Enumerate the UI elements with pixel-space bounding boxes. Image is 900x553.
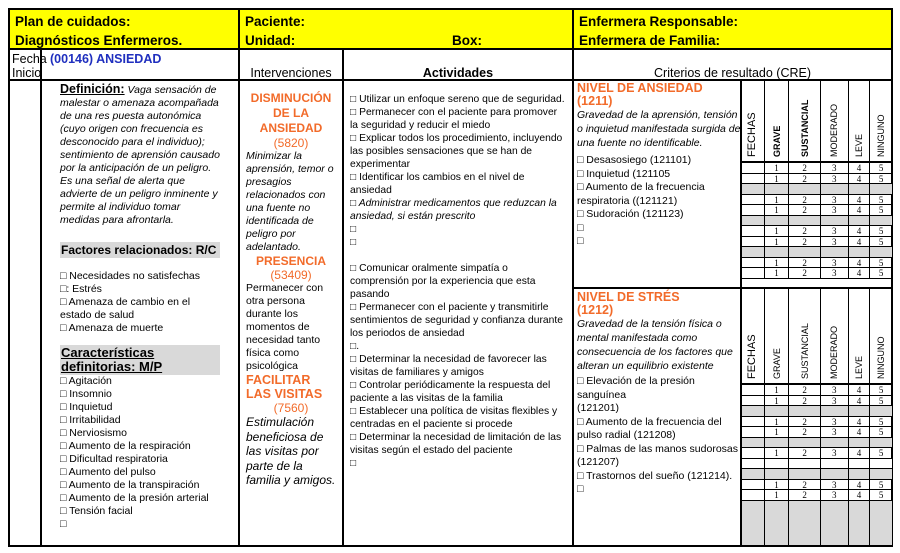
indicator-item[interactable]: □ Aumento de la frecuencia del pulso radial (121208) (577, 415, 722, 441)
indicator-item[interactable]: □ Desasosiego (121101) (577, 154, 692, 166)
rating-score-cell[interactable]: 1 (765, 237, 790, 247)
rating-score-cell[interactable] (765, 247, 790, 257)
rating-score-cell[interactable] (870, 247, 893, 257)
intervention-2-name: PRESENCIA (255, 254, 326, 268)
rating-score-cell[interactable] (870, 501, 893, 546)
rating-score-cell[interactable]: 2 (789, 417, 821, 427)
defining-characteristic-item: □ (60, 518, 67, 530)
rating-row (742, 427, 893, 438)
rating-score-cell[interactable]: 1 (765, 195, 790, 205)
rating-score-cell[interactable] (789, 247, 821, 257)
interventions-header: Intervenciones (238, 48, 344, 81)
diagnosis-header: (00146) ANSIEDAD (40, 48, 240, 81)
indicator-item[interactable]: □ Trastornos del sueño (121214). (577, 469, 733, 482)
rating-date-cell[interactable] (742, 396, 765, 406)
rating-date-cell[interactable] (742, 163, 765, 173)
rating-row (742, 501, 893, 546)
activities-group-3 (350, 353, 566, 470)
rating-score-cell[interactable]: 5 (870, 448, 893, 458)
rating-date-cell[interactable] (742, 469, 765, 479)
defining-characteristic-item: □ Insomnio (60, 388, 112, 400)
rating-score-cell[interactable]: 1 (765, 417, 790, 427)
activity-item: □ Determinar la necesidad de limitación de las visitas según el estado del paciente (350, 432, 562, 456)
patient-cell (238, 8, 574, 50)
scale-header-label: NINGUNO (876, 336, 887, 379)
rating-score-cell[interactable]: 4 (849, 417, 871, 427)
rating-score-cell[interactable]: 1 (765, 490, 790, 500)
rating-row (742, 448, 893, 459)
activity-item: □ Permanecer con el paciente para promover la seguridad y reducir el miedo (350, 107, 558, 131)
defining-characteristics-list (60, 375, 220, 531)
activity-item: □ Determinar la necesidad de favorecer las visitas de familiares y amigos (350, 354, 547, 378)
rating-date-cell[interactable] (742, 237, 765, 247)
defining-characteristic-item: □ Nerviosismo (60, 427, 128, 439)
scale-header-label: MODERADO (829, 103, 840, 157)
activity-item: □ (350, 237, 357, 248)
outcome-anxiety (577, 81, 742, 249)
rating-score-cell[interactable]: 4 (849, 226, 871, 236)
rating-score-cell[interactable]: 3 (821, 427, 849, 437)
rating-row (742, 247, 893, 258)
rating-score-cell[interactable]: 4 (849, 490, 871, 500)
scale-header-sustancial (789, 81, 821, 161)
defining-characteristic-item: □ Dificultad respiratoria (60, 453, 168, 465)
scale-header-label: MODERADO (829, 325, 840, 379)
rating-date-cell[interactable] (742, 438, 765, 448)
related-factor-item: □ Necesidades no satisfechas (60, 270, 201, 282)
rating-score-cell[interactable] (849, 501, 871, 546)
rating-score-cell[interactable] (789, 406, 821, 416)
activities-header: Actividades (342, 48, 574, 81)
intervention-3-code: (7560) (273, 401, 309, 415)
rating-score-cell[interactable]: 1 (765, 268, 790, 278)
outcome-code: (1211) (577, 94, 613, 108)
outcome-title: NIVEL DE STRÉS (577, 290, 680, 304)
rating-grid-header (742, 81, 893, 163)
rating-score-cell[interactable]: 4 (849, 268, 871, 278)
rating-score-cell[interactable]: 5 (870, 163, 893, 173)
rating-score-cell[interactable]: 2 (789, 205, 821, 215)
scale-header-label: SUSTANCIAL (799, 99, 810, 157)
rating-date-cell[interactable] (742, 195, 765, 205)
rating-row (742, 216, 893, 227)
rating-date-cell[interactable] (742, 385, 765, 395)
rating-score-cell[interactable]: 5 (870, 258, 893, 268)
scale-header-label: FECHAS (745, 334, 758, 379)
rating-score-cell[interactable]: 3 (821, 195, 849, 205)
rating-score-cell[interactable]: 4 (849, 480, 871, 490)
indicator-item[interactable]: □ Aumento de la frecuencia respiratoria ((121121) (577, 181, 705, 207)
related-factors-label: Factores relacionados: R/C (60, 242, 220, 258)
rating-score-cell[interactable] (849, 406, 871, 416)
rating-score-cell[interactable]: 3 (821, 163, 849, 173)
rating-row (742, 163, 893, 174)
rating-date-cell[interactable] (742, 247, 765, 257)
scale-header-label: FECHAS (745, 112, 758, 157)
scale-header-moderado (821, 81, 849, 161)
rating-score-cell[interactable]: 2 (789, 385, 821, 395)
nurse-responsible-label: Enfermera Responsable: (579, 14, 739, 29)
activities-cell (342, 79, 574, 547)
scale-header-label: LEVE (853, 133, 864, 157)
rating-score-cell[interactable]: 5 (870, 268, 893, 278)
defining-characteristic-item: □ Aumento de la respiración (60, 440, 191, 452)
activity-item: □ Explicar todos los procedimiento, incluyendo las posibles sensaciones que se han de experimentar (350, 133, 563, 170)
rating-score-cell[interactable]: 3 (821, 174, 849, 184)
rating-score-cell[interactable] (765, 438, 790, 448)
rating-score-cell[interactable]: 1 (765, 480, 790, 490)
start-date-cell[interactable] (8, 79, 42, 547)
scale-header-label: NINGUNO (876, 114, 887, 157)
scale-header-moderado (821, 289, 849, 383)
rating-date-cell[interactable] (742, 258, 765, 268)
rating-score-cell[interactable] (849, 438, 871, 448)
defining-characteristics-label: Características definitorias: M/P (60, 345, 220, 375)
rating-row (742, 268, 893, 279)
indicator-item[interactable]: □ Inquietud (121105 (577, 167, 671, 180)
rating-score-cell[interactable] (789, 438, 821, 448)
activity-medication: □ Administrar medicamentos que reduzcan la ansiedad, si están prescrito (350, 198, 557, 222)
rating-row (742, 385, 893, 396)
rating-score-cell[interactable]: 3 (821, 205, 849, 215)
rating-score-cell[interactable]: 3 (821, 226, 849, 236)
rating-score-cell[interactable]: 5 (870, 174, 893, 184)
defining-characteristic-item: □ Aumento del pulso (60, 466, 156, 478)
scale-header-leve (849, 81, 871, 161)
intervention-3-desc: Estimulación beneficiosa de las visitas por parte de la familia y amigos. (246, 415, 336, 487)
scale-header-label: GRAVE (771, 125, 782, 157)
rating-grid (740, 81, 893, 287)
rating-date-cell[interactable] (742, 226, 765, 236)
rating-date-cell[interactable] (742, 448, 765, 458)
activities-group-1-tail (350, 223, 566, 249)
rating-score-cell[interactable] (765, 469, 790, 479)
rating-row (742, 480, 893, 491)
rating-score-cell[interactable] (870, 469, 893, 479)
rating-score-cell[interactable]: 1 (765, 163, 790, 173)
rating-score-cell[interactable] (870, 438, 893, 448)
rating-score-cell[interactable] (870, 459, 893, 469)
plan-subtitle: Diagnósticos Enfermeros. (15, 33, 183, 48)
rating-row (742, 195, 893, 206)
rating-score-cell[interactable]: 2 (789, 396, 821, 406)
rating-score-cell[interactable] (765, 501, 790, 546)
rating-score-cell[interactable]: 5 (870, 226, 893, 236)
rating-score-cell[interactable] (789, 501, 821, 546)
intervention-3-name: FACILITAR LAS VISITAS (246, 373, 323, 401)
scale-header-ninguno (870, 289, 893, 383)
intervention-2-code: (53409) (270, 268, 312, 282)
rating-score-cell[interactable] (870, 406, 893, 416)
rating-date-cell[interactable] (742, 427, 765, 437)
rating-score-cell[interactable] (821, 406, 849, 416)
rating-row (742, 205, 893, 216)
indicator-item[interactable]: □ Elevación de la presión sanguínea (577, 375, 695, 401)
rating-score-cell[interactable]: 5 (870, 385, 893, 395)
rating-date-cell[interactable] (742, 501, 765, 546)
patient-label: Paciente: (245, 14, 306, 29)
rating-score-cell[interactable] (765, 184, 790, 194)
intervention-1-code: (5820) (273, 136, 309, 150)
rating-score-cell[interactable]: 2 (789, 427, 821, 437)
rating-date-cell[interactable] (742, 174, 765, 184)
rating-score-cell[interactable]: 5 (870, 417, 893, 427)
rating-row (742, 417, 893, 428)
criteria-header: Criterios de resultado (CRE) (572, 48, 893, 81)
rating-row (742, 459, 893, 470)
outcome-desc: Gravedad de la tensión física o mental manifestada como consecuencia de los factores que alteran un equilibrio existente (577, 318, 733, 372)
rating-score-cell[interactable]: 2 (789, 268, 821, 278)
rating-score-cell[interactable]: 2 (789, 195, 821, 205)
related-factor-item: □ Amenaza de cambio en el estado de salud (60, 296, 191, 321)
outcome-stress (577, 290, 742, 497)
rating-score-cell[interactable]: 1 (765, 174, 790, 184)
rating-row (742, 396, 893, 407)
rating-score-cell[interactable]: 2 (789, 226, 821, 236)
rating-score-cell[interactable]: 2 (789, 237, 821, 247)
rating-score-cell[interactable] (765, 216, 790, 226)
start-date-header: Fecha Inicio (8, 48, 42, 81)
rating-score-cell[interactable]: 4 (849, 258, 871, 268)
rating-row (742, 174, 893, 185)
unit-label: Unidad: (245, 33, 296, 48)
rating-score-cell[interactable]: 2 (789, 448, 821, 458)
rating-score-cell[interactable] (789, 216, 821, 226)
rating-date-cell[interactable] (742, 216, 765, 226)
rating-row (742, 438, 893, 449)
scale-header-leve (849, 289, 871, 383)
diagnosis-cell (40, 79, 240, 547)
outcome-code: (1212) (577, 303, 614, 317)
rating-score-cell[interactable] (821, 469, 849, 479)
defining-characteristic-item: □ Aumento de la presión arterial (60, 492, 209, 504)
rating-row (742, 237, 893, 248)
rating-score-cell[interactable]: 3 (821, 385, 849, 395)
activity-item: □ (350, 224, 357, 235)
rating-date-cell[interactable] (742, 490, 765, 500)
defining-characteristic-item: □ Inquietud (60, 401, 113, 413)
rating-date-cell[interactable] (742, 480, 765, 490)
defining-characteristic-item: □ Tensión facial (60, 505, 133, 517)
indicator-item[interactable]: □ (577, 483, 584, 495)
rating-score-cell[interactable]: 1 (765, 226, 790, 236)
defining-characteristic-item: □ Aumento de la transpiración (60, 479, 200, 491)
outcome-indicators (577, 154, 742, 249)
plan-title-cell (8, 8, 240, 50)
rating-score-cell[interactable]: 4 (849, 385, 871, 395)
rating-score-cell[interactable] (789, 184, 821, 194)
rating-score-cell[interactable]: 3 (821, 396, 849, 406)
rating-score-cell[interactable] (789, 459, 821, 469)
outcome-indicators (577, 375, 742, 497)
related-factor-item: □: Estrés (60, 283, 102, 295)
rating-score-cell[interactable]: 3 (821, 258, 849, 268)
activity-item: □ Utilizar un enfoque sereno que de seguridad. (350, 94, 565, 105)
rating-score-cell[interactable]: 2 (789, 258, 821, 268)
indicator-item[interactable]: □ Palmas de las manos sudorosas (121207) (577, 442, 739, 468)
rating-row (742, 258, 893, 269)
scale-header-grave (765, 289, 790, 383)
family-nurse-label: Enfermera de Familia: (579, 33, 721, 48)
indicator-item[interactable]: (121201) (577, 402, 620, 414)
intervention-1-desc: Minimizar la aprensión, temor o presagios relacionados con una fuente no identificada de peligro por adelantado. (246, 150, 334, 253)
rating-row (742, 184, 893, 195)
rating-row (742, 226, 893, 237)
rating-score-cell[interactable]: 5 (870, 427, 893, 437)
scale-header-label: SUSTANCIAL (799, 323, 810, 379)
rating-score-cell[interactable] (765, 459, 790, 469)
definition-label: Definición: (60, 82, 125, 96)
rating-row (742, 490, 893, 501)
scale-header-fechas (742, 289, 765, 383)
indicator-item[interactable]: □ (577, 235, 584, 247)
rating-score-cell[interactable] (849, 459, 871, 469)
rating-score-cell[interactable]: 3 (821, 480, 849, 490)
rating-score-cell[interactable] (870, 184, 893, 194)
scale-header-label: GRAVE (771, 348, 782, 379)
rating-score-cell[interactable] (765, 406, 790, 416)
rating-row (742, 469, 893, 480)
rating-score-cell[interactable]: 5 (870, 237, 893, 247)
activity-item: □ Establecer una política de visitas flexibles y centradas en el paciente si procede (350, 406, 558, 430)
related-factors-list (60, 270, 220, 335)
rating-score-cell[interactable] (821, 459, 849, 469)
rating-score-cell[interactable]: 5 (870, 396, 893, 406)
activity-item: □ Controlar periódicamente la respuesta del paciente a las visitas de la familia (350, 380, 551, 404)
activity-item: □ Comunicar oralmente simpatía o comprensión por la experiencia que esta pasando (350, 263, 536, 300)
rating-score-cell[interactable]: 1 (765, 385, 790, 395)
defining-characteristic-item: □ Agitación (60, 375, 112, 387)
rating-score-cell[interactable]: 3 (821, 448, 849, 458)
rating-score-cell[interactable]: 1 (765, 258, 790, 268)
rating-score-cell[interactable]: 4 (849, 396, 871, 406)
rating-score-cell[interactable] (849, 247, 871, 257)
rating-score-cell[interactable]: 4 (849, 195, 871, 205)
scale-header-sustancial (789, 289, 821, 383)
rating-score-cell[interactable] (849, 184, 871, 194)
rating-score-cell[interactable]: 1 (765, 396, 790, 406)
interventions-cell (238, 79, 344, 547)
rating-score-cell[interactable] (870, 216, 893, 226)
scale-header-grave (765, 81, 790, 161)
rating-date-cell[interactable] (742, 184, 765, 194)
rating-score-cell[interactable]: 4 (849, 163, 871, 173)
rating-date-cell[interactable] (742, 459, 765, 469)
rating-score-cell[interactable] (849, 469, 871, 479)
rating-grid (740, 287, 893, 545)
rating-score-cell[interactable]: 2 (789, 163, 821, 173)
nurse-cell (572, 8, 893, 50)
rating-score-cell[interactable]: 5 (870, 205, 893, 215)
activity-item: □. (350, 341, 360, 352)
rating-score-cell[interactable]: 3 (821, 268, 849, 278)
rating-score-cell[interactable]: 4 (849, 205, 871, 215)
scale-header-ninguno (870, 81, 893, 161)
activities-group-1 (350, 93, 566, 197)
activity-item: □ (350, 458, 357, 469)
rating-score-cell[interactable]: 5 (870, 480, 893, 490)
intervention-1-name: DISMINUCIÓN DE LA ANSIEDAD (250, 91, 332, 135)
rating-date-cell[interactable] (742, 406, 765, 416)
rating-score-cell[interactable]: 4 (849, 448, 871, 458)
activity-item: □ Identificar los cambios en el nivel de ansiedad (350, 172, 525, 196)
rating-score-cell[interactable]: 4 (849, 427, 871, 437)
box-label: Box: (452, 33, 482, 48)
rating-score-cell[interactable] (849, 216, 871, 226)
outcome-desc: Gravedad de la aprensión, tensión o inquietud manifestada surgida de una fuente no identificable. (577, 109, 741, 149)
rating-score-cell[interactable] (821, 216, 849, 226)
scale-header-fechas (742, 81, 765, 161)
rating-score-cell[interactable]: 5 (870, 490, 893, 500)
rating-score-cell[interactable]: 3 (821, 490, 849, 500)
outcome-title: NIVEL DE ANSIEDAD (577, 81, 703, 95)
rating-score-cell[interactable] (821, 247, 849, 257)
rating-date-cell[interactable] (742, 268, 765, 278)
rating-score-cell[interactable]: 5 (870, 195, 893, 205)
rating-score-cell[interactable] (821, 501, 849, 546)
rating-row (742, 406, 893, 417)
rating-score-cell[interactable]: 1 (765, 205, 790, 215)
rating-score-cell[interactable]: 4 (849, 174, 871, 184)
rating-score-cell[interactable]: 2 (789, 480, 821, 490)
definition-text: Vaga sensación de malestar o amenaza acompañada de una res puesta autonómica (cuyo origen con frecuencia es desconocido para el individuo); sentimiento de aprensión causado por la anticipación de un peligro. Es una señal de alerta que advierte de un peligro inminente y permite al individuo tomar medidas para afrontarla. (60, 84, 220, 226)
defining-characteristic-item: □ Irritabilidad (60, 414, 121, 426)
rating-score-cell[interactable] (789, 469, 821, 479)
rating-score-cell[interactable] (821, 438, 849, 448)
scale-header-label: LEVE (853, 355, 864, 379)
rating-date-cell[interactable] (742, 205, 765, 215)
rating-date-cell[interactable] (742, 417, 765, 427)
rating-score-cell[interactable]: 1 (765, 448, 790, 458)
rating-score-cell[interactable]: 1 (765, 427, 790, 437)
rating-score-cell[interactable] (821, 184, 849, 194)
related-factor-item: □ Amenaza de muerte (60, 322, 164, 334)
rating-score-cell[interactable]: 2 (789, 490, 821, 500)
activities-group-2 (350, 262, 566, 353)
activity-item: □ Permanecer con el paciente y transmitirle sentimientos de seguridad y confianza durante los periodos de ansiedad (350, 302, 563, 339)
plan-title: Plan de cuidados: (15, 14, 131, 29)
indicator-item[interactable]: □ Sudoración (121123) (577, 208, 684, 220)
rating-score-cell[interactable]: 2 (789, 174, 821, 184)
rating-score-cell[interactable]: 4 (849, 237, 871, 247)
rating-score-cell[interactable]: 3 (821, 237, 849, 247)
rating-score-cell[interactable]: 3 (821, 417, 849, 427)
intervention-2-desc: Permanecer con otra persona durante los momentos de necesidad tanto física como psicológica (246, 282, 324, 372)
rating-grid-header (742, 289, 893, 385)
indicator-item[interactable]: □ (577, 221, 584, 234)
